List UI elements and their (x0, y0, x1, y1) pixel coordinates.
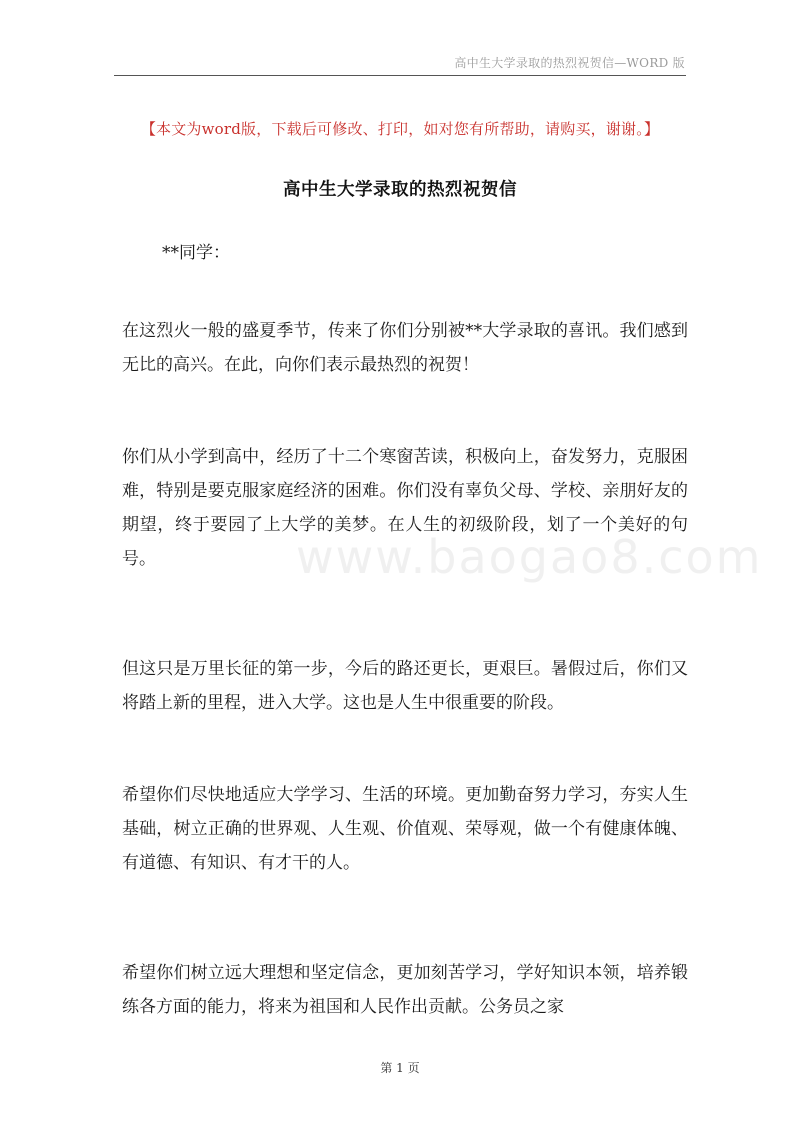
salutation: **同学： (162, 243, 230, 263)
paragraph-5: 希望你们树立远大理想和坚定信念，更加刻苦学习，学好知识本领，培养锻练各方面的能力，将来为祖国和人民作出贡献。公务员之家 (122, 963, 688, 1017)
paragraph-3: 但这只是万里长征的第一步，今后的路还更长，更艰巨。暑假过后，你们又将踏上新的里程，进入大学。这也是人生中很重要的阶段。 (122, 659, 688, 713)
paragraph-2: 你们从小学到高中，经历了十二个寒窗苦读，积极向上，奋发努力，克服困难，特别是要克服家庭经济的困难。你们没有辜负父母、学校、亲朋好友的期望，终于要园了上大学的美梦。在人生的初级阶段，划了一个美好的句号。 (122, 447, 688, 569)
download-notice: 【本文为word版，下载后可修改、打印，如对您有所帮助，请购买，谢谢。】 (140, 120, 660, 138)
paragraph-1: 在这烈火一般的盛夏季节，传来了你们分别被**大学录取的喜讯。我们感到无比的高兴。在此，向你们表示最热烈的祝贺！ (122, 321, 688, 375)
header-divider (114, 75, 686, 76)
paragraph-4: 希望你们尽快地适应大学学习、生活的环境。更加勤奋努力学习，夯实人生基础，树立正确的世界观、人生观、价值观、荣辱观，做一个有健康体魄、有道德、有知识、有才干的人。 (122, 785, 688, 873)
page-number: 第 1 页 (380, 1061, 420, 1075)
running-header-title: 高中生大学录取的热烈祝贺信—WORD 版 (454, 56, 685, 70)
document-title: 高中生大学录取的热烈祝贺信 (283, 180, 517, 200)
watermark-text: www.baogao8.com (296, 530, 763, 584)
